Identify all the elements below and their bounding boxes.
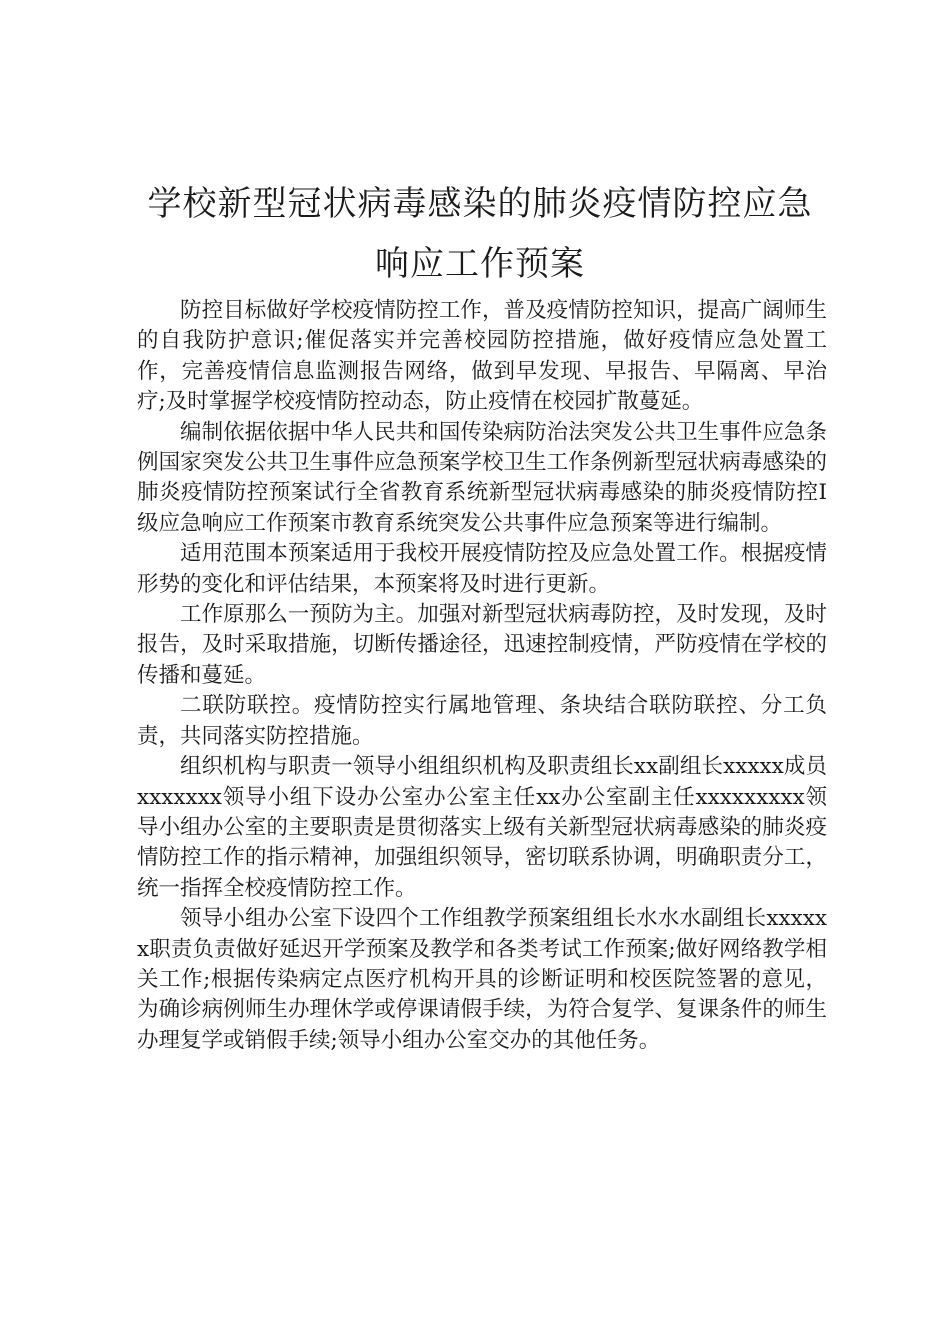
paragraph-working-groups: 领导小组办公室下设四个工作组教学预案组组长水水水副组长xxxxxx职责负责做好延迟开学预案及教学和各类考试工作预案;做好网络教学相关工作;根据传染病定点医疗机构开具的诊断证明和校医院签署的意见，为确诊病例师生办理休学或停课请假手续，为符合复学、复课条件的师生办理复学或销假手续;领导小组办公室交办的其他任务。 — [137, 906, 827, 1053]
document-body — [137, 296, 827, 1056]
document-title-line-1: 学校新型冠状病毒感染的肺炎疫情防控应急 — [147, 184, 813, 224]
paragraph-objectives: 防控目标做好学校疫情防控工作，普及疫情防控知识，提高广阔师生的自我防护意识;催促落实并完善校园防控措施，做好疫情应急处置工作，完善疫情信息监测报告网络，做到早发现、早报告、早隔离、早治疗;及时掌握学校疫情防控动态，防止疫情在校园扩散蔓延。 — [137, 298, 827, 415]
document-title-line-2: 响应工作预案 — [375, 244, 585, 284]
paragraph-organization: 组织机构与职责一领导小组组织机构及职责组长xx副组长xxxxx成员xxxxxxx领导小组下设办公室办公室主任xx办公室副主任xxxxxxxxx领导小组办公室的主要职责是贯彻落实上级有关新型冠状病毒感染的肺炎疫情防控工作的指示精神，加强组织领导，密切联系协调，明确职责分工，统一指挥全校疫情防控工作。 — [137, 754, 827, 901]
paragraph-basis: 编制依据依据中华人民共和国传染病防治法突发公共卫生事件应急条例国家突发公共卫生事件应急预案学校卫生工作条例新型冠状病毒感染的肺炎疫情防控预案试行全省教育系统新型冠状病毒感染的肺炎疫情防控Ⅰ级应急响应工作预案市教育系统突发公共事件应急预案等进行编制。 — [137, 419, 827, 536]
paragraph-scope: 适用范围本预案适用于我校开展疫情防控及应急处置工作。根据疫情形势的变化和评估结果，本预案将及时进行更新。 — [137, 541, 827, 597]
paragraph-principle-prevention: 工作原那么一预防为主。加强对新型冠状病毒防控，及时发现，及时报告，及时采取措施，切断传播途径，迅速控制疫情，严防疫情在学校的传播和蔓延。 — [137, 602, 827, 688]
paragraph-principle-joint-control: 二联防联控。疫情防控实行属地管理、条块结合联防联控、分工负责，共同落实防控措施。 — [137, 693, 827, 749]
